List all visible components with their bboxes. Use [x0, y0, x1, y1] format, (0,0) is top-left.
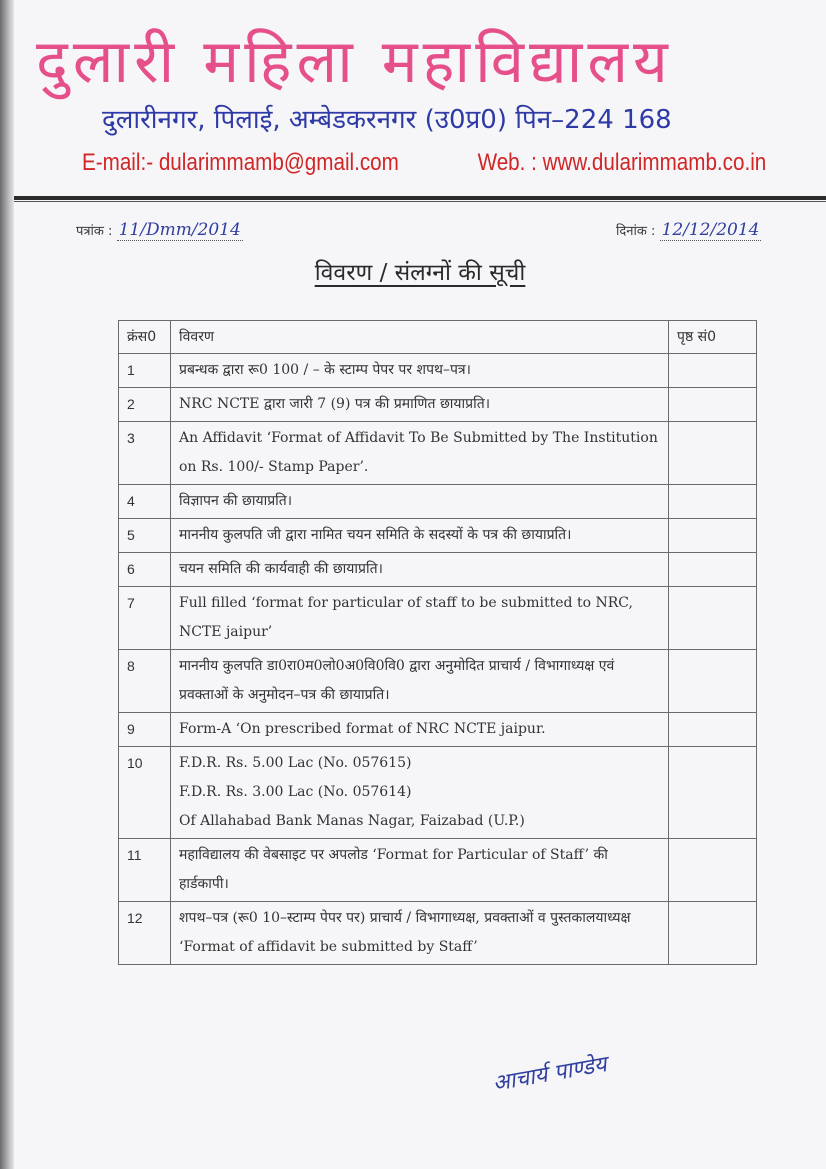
- table-row: [119, 587, 757, 650]
- signature: आचार्य पाण्डेय: [490, 1052, 609, 1097]
- website-text: Web. : www.dularimmamb.co.in: [477, 149, 767, 176]
- reference-number: [76, 220, 243, 240]
- header-page: पृष्ठ सं0: [669, 321, 757, 354]
- table-row: [119, 519, 757, 553]
- row-desc: महाविद्यालय की वेबसाइट पर अपलोड ‘Format for Particular of Staff’ की हार्डकापी।: [171, 839, 669, 902]
- scan-edge: [0, 0, 14, 1169]
- letterhead: [14, 0, 826, 200]
- row-desc: विज्ञापन की छायाप्रति।: [171, 485, 669, 519]
- row-page: [669, 902, 757, 965]
- row-sno: 2: [119, 388, 171, 422]
- row-sno: 10: [119, 747, 171, 839]
- table-row: [119, 902, 757, 965]
- patrank-value: 11/Dmm/2014: [118, 220, 241, 240]
- row-desc: Form-A ‘On prescribed format of NRC NCTE jaipur.: [171, 713, 669, 747]
- table-row: [119, 713, 757, 747]
- row-page: [669, 587, 757, 650]
- row-sno: 5: [119, 519, 171, 553]
- row-desc: प्रबन्धक द्वारा रू0 100 / – के स्टाम्प पेपर पर शपथ–पत्र।: [171, 354, 669, 388]
- row-desc: माननीय कुलपति डा0रा0म0लो0अ0वि0वि0 द्वारा अनुमोदित प्राचार्य / विभागाध्यक्ष एवं प्रवक्ताओं के अनुमोदन–पत्र की छायाप्रति।: [171, 650, 669, 713]
- row-page: [669, 388, 757, 422]
- row-page: [669, 747, 757, 839]
- row-desc: चयन समिति की कार्यवाही की छायाप्रति।: [171, 553, 669, 587]
- header-desc: विवरण: [171, 321, 669, 354]
- college-name: दुलारी महिला महाविद्यालय: [36, 27, 673, 97]
- row-sno: 9: [119, 713, 171, 747]
- college-address: दुलारीनगर, पिलाई, अम्बेडकरनगर (उ0प्र0) पिन–224 168: [102, 105, 672, 135]
- dinank-value: 12/12/2014: [661, 220, 760, 240]
- row-sno: 7: [119, 587, 171, 650]
- row-sno: 12: [119, 902, 171, 965]
- row-sno: 8: [119, 650, 171, 713]
- row-page: [669, 839, 757, 902]
- letterhead-divider-thin: [14, 201, 826, 202]
- table-row: [119, 553, 757, 587]
- fdr-line-3: Of Allahabad Bank Manas Nagar, Faizabad (U.P.): [179, 813, 525, 829]
- email-text: E-mail:- dularimmamb@gmail.com: [82, 149, 399, 176]
- row-sno: 4: [119, 485, 171, 519]
- row-page: [669, 354, 757, 388]
- row-desc: Full filled ‘format for particular of staff to be submitted to NRC, NCTE jaipur’: [171, 587, 669, 650]
- row-sno: 3: [119, 422, 171, 485]
- fdr-line-2: F.D.R. Rs. 3.00 Lac (No. 057614): [179, 784, 412, 800]
- row-page: [669, 519, 757, 553]
- row-sno: 6: [119, 553, 171, 587]
- table-row: [119, 747, 757, 839]
- header-sno: क्रंस0: [119, 321, 171, 354]
- enclosure-table: [118, 320, 757, 965]
- contact-line: [82, 145, 767, 185]
- row-desc: शपथ–पत्र (रू0 10–स्टाम्प पेपर पर) प्राचार्य / विभागाध्यक्ष, प्रवक्ताओं व पुस्तकालयाध्यक्ष ‘Format of affidavit be submitted by Staff’: [171, 902, 669, 965]
- table-header-row: [119, 321, 757, 354]
- row-desc-fdr: [171, 747, 669, 839]
- row-desc: An Affidavit ‘Format of Affidavit To Be Submitted by The Institution on Rs. 100/- Stamp Paper’.: [171, 422, 669, 485]
- row-page: [669, 650, 757, 713]
- row-sno: 1: [119, 354, 171, 388]
- reference-date: [616, 220, 761, 240]
- patrank-label: पत्रांक :: [76, 224, 113, 239]
- heading-text: विवरण / संलग्नों की सूची: [314, 260, 526, 286]
- table-row: [119, 354, 757, 388]
- row-page: [669, 422, 757, 485]
- document-page: [14, 0, 826, 1169]
- table-row: [119, 388, 757, 422]
- dinank-label: दिनांक :: [616, 224, 656, 239]
- row-page: [669, 553, 757, 587]
- table-row: [119, 485, 757, 519]
- row-page: [669, 485, 757, 519]
- row-desc: NRC NCTE द्वारा जारी 7 (9) पत्र की प्रमाणित छायाप्रति।: [171, 388, 669, 422]
- table-row: [119, 650, 757, 713]
- row-sno: 11: [119, 839, 171, 902]
- table-row: [119, 839, 757, 902]
- row-desc: माननीय कुलपति जी द्वारा नामित चयन समिति के सदस्यों के पत्र की छायाप्रति।: [171, 519, 669, 553]
- row-page: [669, 713, 757, 747]
- table-row: [119, 422, 757, 485]
- letterhead-divider: [14, 196, 826, 200]
- document-heading: [14, 256, 826, 290]
- fdr-line-1: F.D.R. Rs. 5.00 Lac (No. 057615): [179, 755, 412, 771]
